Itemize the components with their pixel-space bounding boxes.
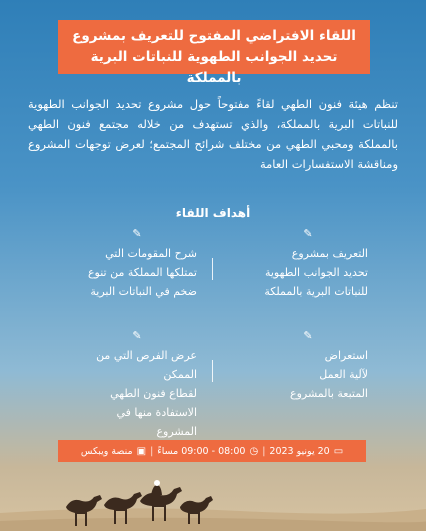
goal-line: تمتلكها المملكة من تنوع <box>87 266 197 279</box>
goal-item <box>77 228 197 301</box>
camel-caravan-image <box>0 465 426 531</box>
goal-item <box>248 228 368 301</box>
pen-icon: ✎ <box>303 227 313 240</box>
goal-divider <box>212 360 213 382</box>
title-box <box>58 20 370 86</box>
goal-item <box>77 330 197 441</box>
pen-icon: ✎ <box>132 227 142 240</box>
goal-divider <box>212 258 213 280</box>
goal-line: عرض الفرص التي من الممكن <box>96 349 197 381</box>
goal-line: لقطاع فنون الطهي <box>110 387 197 400</box>
separator: | <box>150 445 154 457</box>
event-time: 08:00 - 09:00 مساءً <box>157 445 246 457</box>
goal-line: ضخم في النباتات البرية <box>90 285 197 298</box>
clock-icon: ◷ <box>249 445 259 457</box>
calendar-icon: ▭ <box>333 445 344 457</box>
pen-icon: ✎ <box>303 329 313 342</box>
goals-heading: أهداف اللقاء <box>175 206 251 220</box>
goal-line: للنباتات البرية بالمملكة <box>264 285 368 298</box>
goal-item <box>248 330 368 403</box>
goal-line: المتبعة بالمشروع <box>290 387 368 400</box>
goal-line: تحديد الجوانب الطهوية <box>264 266 368 279</box>
goal-line: شرح المقومات التي <box>105 247 197 260</box>
goal-line: الاستفادة منها في المشروع <box>116 406 197 438</box>
goal-line: التعريف بمشروع <box>291 247 368 260</box>
goal-line: استعراض <box>324 349 368 362</box>
webex-icon: ▣ <box>136 445 147 457</box>
separator: | <box>262 445 266 457</box>
pen-icon: ✎ <box>132 329 142 342</box>
intro-paragraph: تنظم هيئة فنون الطهي لقاءً مفتوحاً حول مشروع تحديد الجوانب الطهوية للنباتات البرية بالمملكة، والذي تستهدف من خلاله مجتمع فنون الطهي بالمملكة ومحبي الطهي من مختلف شرائح المجتمع؛ لعرض توجهات المشروع ومناقشة الاستفسارات العامة <box>28 97 398 171</box>
title-line-2: تحديد الجوانب الطهوية للنباتات البرية بالمملكة <box>90 49 338 86</box>
event-info-bar <box>58 440 366 462</box>
event-platform: منصة ويبكس <box>80 445 133 457</box>
event-date: 20 يونيو 2023 <box>269 445 330 457</box>
goal-line: لآلية العمل <box>319 368 368 381</box>
title-line-1: اللقاء الافتراضي المفتوح للتعريف بمشروع <box>72 28 356 44</box>
